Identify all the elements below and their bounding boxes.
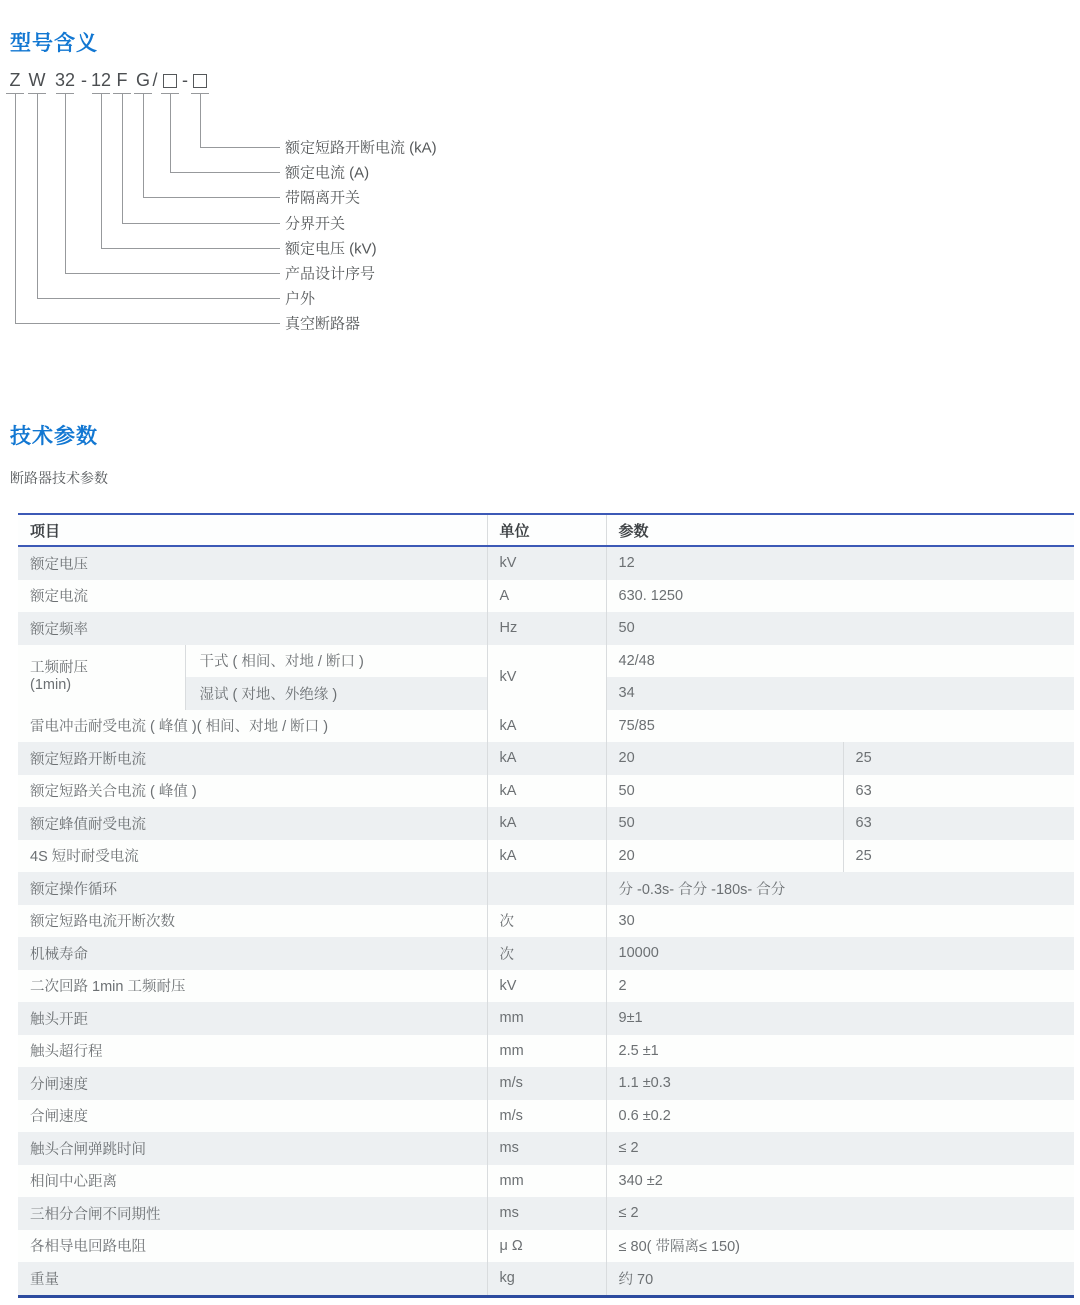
cell-unit: kA (487, 840, 606, 873)
model-code-diagram (0, 70, 1080, 332)
cell-unit: mm (487, 1002, 606, 1035)
cell-item: 额定电流 (18, 580, 487, 613)
connector-horizontal-line (122, 223, 280, 224)
cell-value: 0.6 ±0.2 (606, 1100, 1074, 1133)
cell-item: 合闸速度 (18, 1100, 487, 1133)
cell-value: 630. 1250 (606, 580, 1074, 613)
table-row (18, 1197, 1074, 1230)
cell-item-line: 工频耐压 (30, 660, 88, 676)
table-row (18, 645, 1074, 678)
cell-unit: m/s (487, 1100, 606, 1133)
cell-value: 20 (606, 840, 843, 873)
cell-value: 50 (606, 775, 843, 808)
cell-item: 额定短路关合电流 ( 峰值 ) (18, 775, 487, 808)
connector-vertical-line (200, 94, 201, 147)
col-header-param: 参数 (606, 514, 1074, 546)
table-row (18, 1035, 1074, 1068)
diagram-label: 户外 (285, 290, 316, 308)
connector-horizontal-line (101, 248, 280, 249)
diagram-label: 分界开关 (285, 215, 346, 233)
header-row (18, 514, 1074, 546)
table-row (18, 1230, 1074, 1263)
diagram-label: 产品设计序号 (285, 265, 376, 283)
cell-value: ≤ 2 (606, 1197, 1074, 1230)
cell-value: 1.1 ±0.3 (606, 1067, 1074, 1100)
section-title-model-meaning: 型号含义 (10, 32, 98, 55)
diagram-label: 额定电流 (A) (285, 164, 370, 182)
connector-vertical-line (170, 94, 171, 172)
cell-unit: kA (487, 775, 606, 808)
cell-item: 额定操作循环 (18, 872, 487, 905)
code-token: - (81, 70, 87, 90)
cell-unit: Hz (487, 612, 606, 645)
cell-value: 30 (606, 905, 1074, 938)
cell-unit: ms (487, 1197, 606, 1230)
cell-value: 340 ±2 (606, 1165, 1074, 1198)
code-token: - (182, 70, 188, 90)
connector-horizontal-line (15, 323, 280, 324)
code-token: W (28, 70, 46, 90)
placeholder-square (163, 74, 177, 88)
cell-item: 重量 (18, 1262, 487, 1296)
cell-unit: μ Ω (487, 1230, 606, 1263)
table-row (18, 710, 1074, 743)
table-row (18, 546, 1074, 580)
connector-horizontal-line (143, 197, 280, 198)
diagram-label: 额定短路开断电流 (kA) (285, 139, 437, 157)
cell-item: 额定频率 (18, 612, 487, 645)
table-row (18, 807, 1074, 840)
cell-value: 63 (843, 807, 1074, 840)
table-row (18, 1262, 1074, 1296)
cell-value: 12 (606, 546, 1074, 580)
cell-value: 约 70 (606, 1262, 1074, 1296)
table-row (18, 1132, 1074, 1165)
cell-item-line: (1min) (30, 677, 72, 693)
cell-value: 34 (606, 677, 1074, 710)
cell-item: 各相导电回路电阻 (18, 1230, 487, 1263)
table-row (18, 1002, 1074, 1035)
cell-unit: mm (487, 1035, 606, 1068)
cell-unit: A (487, 580, 606, 613)
cell-unit: kA (487, 742, 606, 775)
cell-item: 额定短路开断电流 (18, 742, 487, 775)
table-caption: 断路器技术参数 (10, 470, 108, 486)
cell-value: 2.5 ±1 (606, 1035, 1074, 1068)
table-row (18, 775, 1074, 808)
table-row (18, 840, 1074, 873)
table-row (18, 580, 1074, 613)
code-token: F (116, 70, 128, 90)
cell-item: 三相分合闸不同期性 (18, 1197, 487, 1230)
cell-item: 额定蜂值耐受电流 (18, 807, 487, 840)
cell-subitem: 湿试 ( 对地、外绝缘 ) (185, 677, 487, 710)
cell-value: 50 (606, 807, 843, 840)
connector-vertical-line (15, 94, 16, 323)
code-token: 32 (54, 70, 76, 90)
cell-value: 9±1 (606, 1002, 1074, 1035)
cell-item: 触头超行程 (18, 1035, 487, 1068)
cell-value: 25 (843, 742, 1074, 775)
cell-item (18, 645, 185, 710)
placeholder-square (193, 74, 207, 88)
cell-value: 75/85 (606, 710, 1074, 743)
table-row (18, 970, 1074, 1003)
cell-value: 10000 (606, 937, 1074, 970)
cell-value: 2 (606, 970, 1074, 1003)
connector-vertical-line (101, 94, 102, 248)
cell-unit (487, 872, 606, 905)
cell-value: 42/48 (606, 645, 1074, 678)
cell-item: 相间中心距离 (18, 1165, 487, 1198)
diagram-label: 真空断路器 (285, 315, 361, 333)
cell-unit: 次 (487, 937, 606, 970)
cell-unit: kg (487, 1262, 606, 1296)
table-row (18, 937, 1074, 970)
cell-item: 分闸速度 (18, 1067, 487, 1100)
cell-item: 触头合闸弹跳时间 (18, 1132, 487, 1165)
code-token: Z (9, 70, 21, 90)
spec-table (18, 513, 1074, 1298)
cell-value: ≤ 80( 带隔离≤ 150) (606, 1230, 1074, 1263)
code-token: / (152, 70, 158, 90)
cell-item: 额定短路电流开断次数 (18, 905, 487, 938)
code-token: 12 (90, 70, 112, 90)
connector-horizontal-line (65, 273, 280, 274)
table-row (18, 612, 1074, 645)
connector-vertical-line (122, 94, 123, 223)
cell-item: 二次回路 1min 工频耐压 (18, 970, 487, 1003)
col-header-item: 项目 (18, 514, 487, 546)
connector-horizontal-line (170, 172, 280, 173)
code-token: G (135, 70, 151, 90)
cell-item: 额定电压 (18, 546, 487, 580)
cell-unit: mm (487, 1165, 606, 1198)
cell-unit: kV (487, 546, 606, 580)
cell-value: 分 -0.3s- 合分 -180s- 合分 (606, 872, 1074, 905)
table-row (18, 905, 1074, 938)
connector-horizontal-line (200, 147, 280, 148)
cell-unit: ms (487, 1132, 606, 1165)
table-row (18, 1165, 1074, 1198)
section-title-tech-params: 技术参数 (10, 425, 98, 448)
cell-item: 4S 短时耐受电流 (18, 840, 487, 873)
table-row (18, 1067, 1074, 1100)
diagram-label: 额定电压 (kV) (285, 240, 377, 258)
col-header-unit: 单位 (487, 514, 606, 546)
table-row (18, 1100, 1074, 1133)
diagram-label: 带隔离开关 (285, 189, 361, 207)
cell-value: 50 (606, 612, 1074, 645)
cell-unit: m/s (487, 1067, 606, 1100)
cell-unit: kV (487, 970, 606, 1003)
cell-item: 触头开距 (18, 1002, 487, 1035)
connector-vertical-line (143, 94, 144, 197)
connector-vertical-line (37, 94, 38, 298)
connector-vertical-line (65, 94, 66, 273)
cell-value: 63 (843, 775, 1074, 808)
cell-value: 25 (843, 840, 1074, 873)
cell-value: 20 (606, 742, 843, 775)
cell-unit: kA (487, 710, 606, 743)
cell-value: ≤ 2 (606, 1132, 1074, 1165)
connector-horizontal-line (37, 298, 280, 299)
table-row (18, 742, 1074, 775)
table-row (18, 872, 1074, 905)
cell-unit: kV (487, 645, 606, 710)
cell-subitem: 干式 ( 相间、对地 / 断口 ) (185, 645, 487, 678)
cell-unit: kA (487, 807, 606, 840)
cell-item: 机械寿命 (18, 937, 487, 970)
cell-unit: 次 (487, 905, 606, 938)
cell-item: 雷电冲击耐受电流 ( 峰值 )( 相间、对地 / 断口 ) (18, 710, 487, 743)
